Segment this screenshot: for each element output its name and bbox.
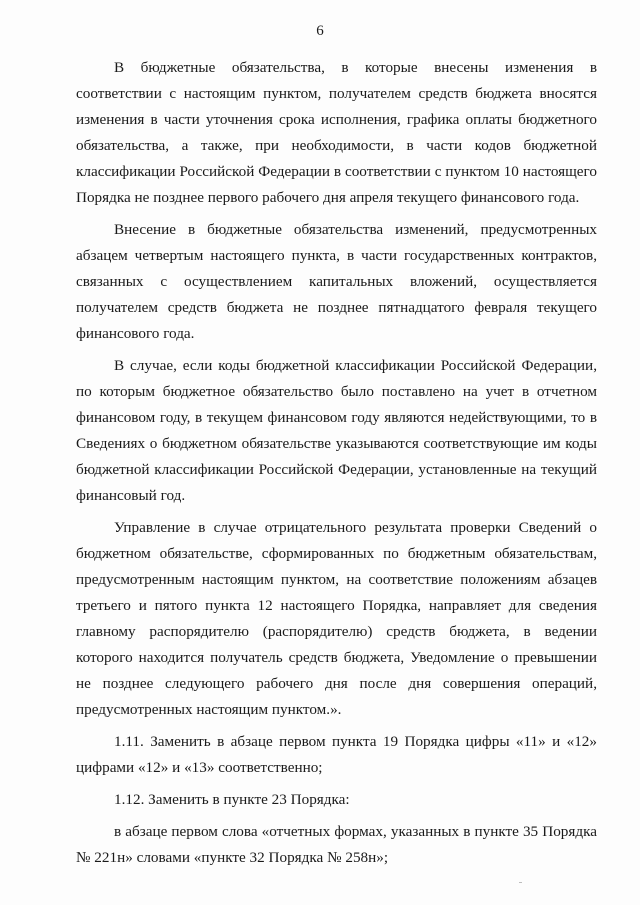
scan-speck	[519, 882, 522, 883]
paragraph-negative-check: Управление в случае отрицательного результата проверки Сведений о бюджетном обязательстве, сформированных по бюджетным обязательствам, предусмотренным настоящим пунктом, на соответствие положениям абзацев третьего и пятого пункта 12 настоящего Порядка, направляет для сведения главному распорядителю (распорядителю) средств бюджета, в ведении которого находится получатель средств бюджета, Уведомление о превышении не позднее следующего рабочего дня после дня совершения операций, предусмотренных настоящим пунктом.».	[76, 519, 597, 718]
paragraph-first-abzac-replacement: в абзаце первом слова «отчетных формах, указанных в пункте 35 Порядка № 221н» словами «пункте 32 Порядка № 258н»;	[76, 823, 597, 866]
paragraph-budget-obligations-changes: В бюджетные обязательства, в которые внесены изменения в соответствии с настоящим пунктом, получателем средств бюджета вносятся изменения в части уточнения срока исполнения, графика оплаты бюджетного обязательства, а также, при необходимости, в части кодов бюджетной классификации Российской Федерации в соответствии с пунктом 10 настоящего Порядка не позднее первого рабочего дня апреля текущего финансового года.	[76, 59, 597, 206]
paragraph-item-1-12: 1.12. Заменить в пункте 23 Порядка:	[114, 791, 350, 808]
page-number: 6	[316, 23, 324, 39]
paragraph-item-1-11: 1.11. Заменить в абзаце первом пункта 19 Порядка цифры «11» и «12» цифрами «12» и «13» соответственно;	[76, 733, 597, 776]
document-body	[76, 55, 597, 877]
paragraph-capital-investments: Внесение в бюджетные обязательства изменений, предусмотренных абзацем четвертым настоящего пункта, в части государственных контрактов, связанных с осуществлением капитальных вложений, осуществляется получателем средств бюджета не позднее пятнадцатого февраля текущего финансового года.	[76, 221, 597, 342]
paragraph-invalid-codes: В случае, если коды бюджетной классификации Российской Федерации, по которым бюджетное обязательство было поставлено на учет в отчетном финансовом году, в текущем финансовом году являются недействующими, то в Сведениях о бюджетном обязательстве указываются соответствующие им коды бюджетной классификации Российской Федерации, установленные на текущий финансовый год.	[76, 357, 597, 504]
